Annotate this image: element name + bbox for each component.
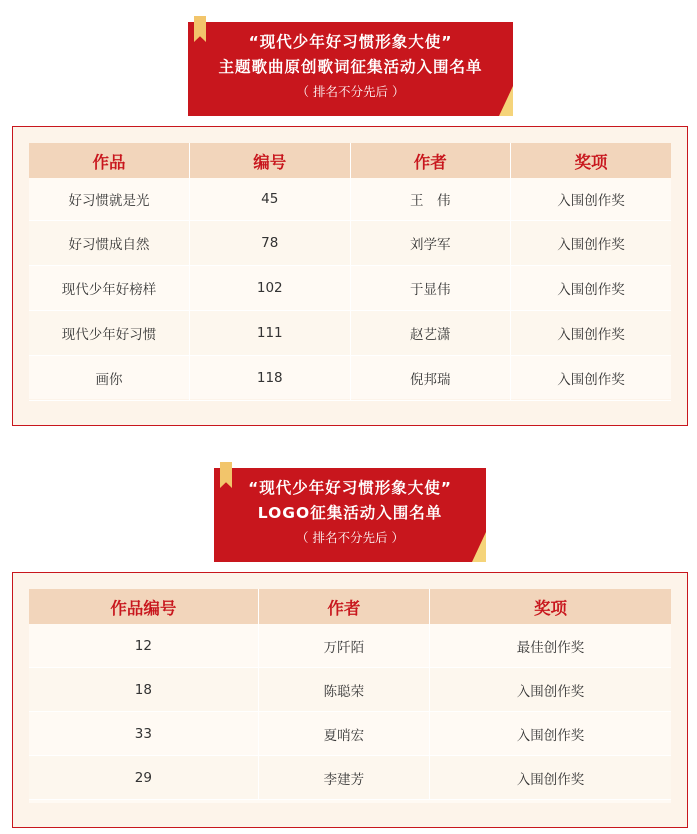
- cell-award: 入围创作奖: [511, 266, 672, 311]
- cell-work: 好习惯就是光: [29, 178, 190, 221]
- table-row: [29, 266, 671, 311]
- song-lyrics-banner: [188, 22, 513, 116]
- banner-note: （ 排名不分先后 ）: [296, 84, 405, 99]
- table-row: [29, 311, 671, 356]
- logo-panel: [12, 572, 688, 828]
- song-lyrics-table: [29, 143, 671, 401]
- cell-number: 45: [190, 178, 351, 221]
- table-row: [29, 712, 671, 756]
- logo-table: [29, 589, 671, 800]
- cell-work-number: 12: [29, 624, 258, 668]
- table-row: [29, 356, 671, 401]
- banner-title-line1: “现代少年好习惯形象大使”: [248, 33, 453, 51]
- table-row: [29, 756, 671, 800]
- cell-work-number: 18: [29, 668, 258, 712]
- cell-award: 入围创作奖: [511, 356, 672, 401]
- cell-award: 入围创作奖: [511, 221, 672, 266]
- table-row: [29, 221, 671, 266]
- cell-number: 111: [190, 311, 351, 356]
- header-number: 编号: [190, 143, 351, 178]
- cell-work-number: 33: [29, 712, 258, 756]
- table-header-row: [29, 143, 671, 178]
- banner-note: （ 排名不分先后 ）: [296, 530, 404, 545]
- header-author: 作者: [258, 589, 429, 624]
- table-header-row: [29, 589, 671, 624]
- cell-author: 夏哨宏: [258, 712, 429, 756]
- cell-author: 刘学军: [350, 221, 511, 266]
- cell-award: 入围创作奖: [430, 668, 671, 712]
- banner-title-line1: “现代少年好习惯形象大使”: [248, 479, 452, 497]
- table-container: [29, 589, 671, 803]
- cell-author: 王 伟: [350, 178, 511, 221]
- cell-work: 好习惯成自然: [29, 221, 190, 266]
- header-award: 奖项: [511, 143, 672, 178]
- cell-number: 102: [190, 266, 351, 311]
- cell-award: 入围创作奖: [511, 178, 672, 221]
- cell-work: 现代少年好习惯: [29, 311, 190, 356]
- song-lyrics-panel: [12, 126, 688, 426]
- banner-title-line2: 主题歌曲原创歌词征集活动入围名单: [218, 58, 483, 76]
- cell-author: 于显伟: [350, 266, 511, 311]
- cell-award: 入围创作奖: [511, 311, 672, 356]
- cell-award: 最佳创作奖: [430, 624, 671, 668]
- header-award: 奖项: [430, 589, 671, 624]
- cell-award: 入围创作奖: [430, 756, 671, 800]
- cell-number: 118: [190, 356, 351, 401]
- cell-author: 赵艺潇: [350, 311, 511, 356]
- cell-number: 78: [190, 221, 351, 266]
- cell-work: 画你: [29, 356, 190, 401]
- cell-work-number: 29: [29, 756, 258, 800]
- banner-title-line2: LOGO征集活动入围名单: [257, 504, 443, 522]
- header-author: 作者: [350, 143, 511, 178]
- cell-author: 万阡陌: [258, 624, 429, 668]
- header-work: 作品: [29, 143, 190, 178]
- cell-author: 李建芳: [258, 756, 429, 800]
- cell-author: 陈聪荣: [258, 668, 429, 712]
- header-work-number: 作品编号: [29, 589, 258, 624]
- cell-author: 倪邦瑞: [350, 356, 511, 401]
- table-row: [29, 624, 671, 668]
- table-container: [29, 143, 671, 399]
- cell-work: 现代少年好榜样: [29, 266, 190, 311]
- table-row: [29, 178, 671, 221]
- cell-award: 入围创作奖: [430, 712, 671, 756]
- table-row: [29, 668, 671, 712]
- logo-banner: [214, 468, 486, 562]
